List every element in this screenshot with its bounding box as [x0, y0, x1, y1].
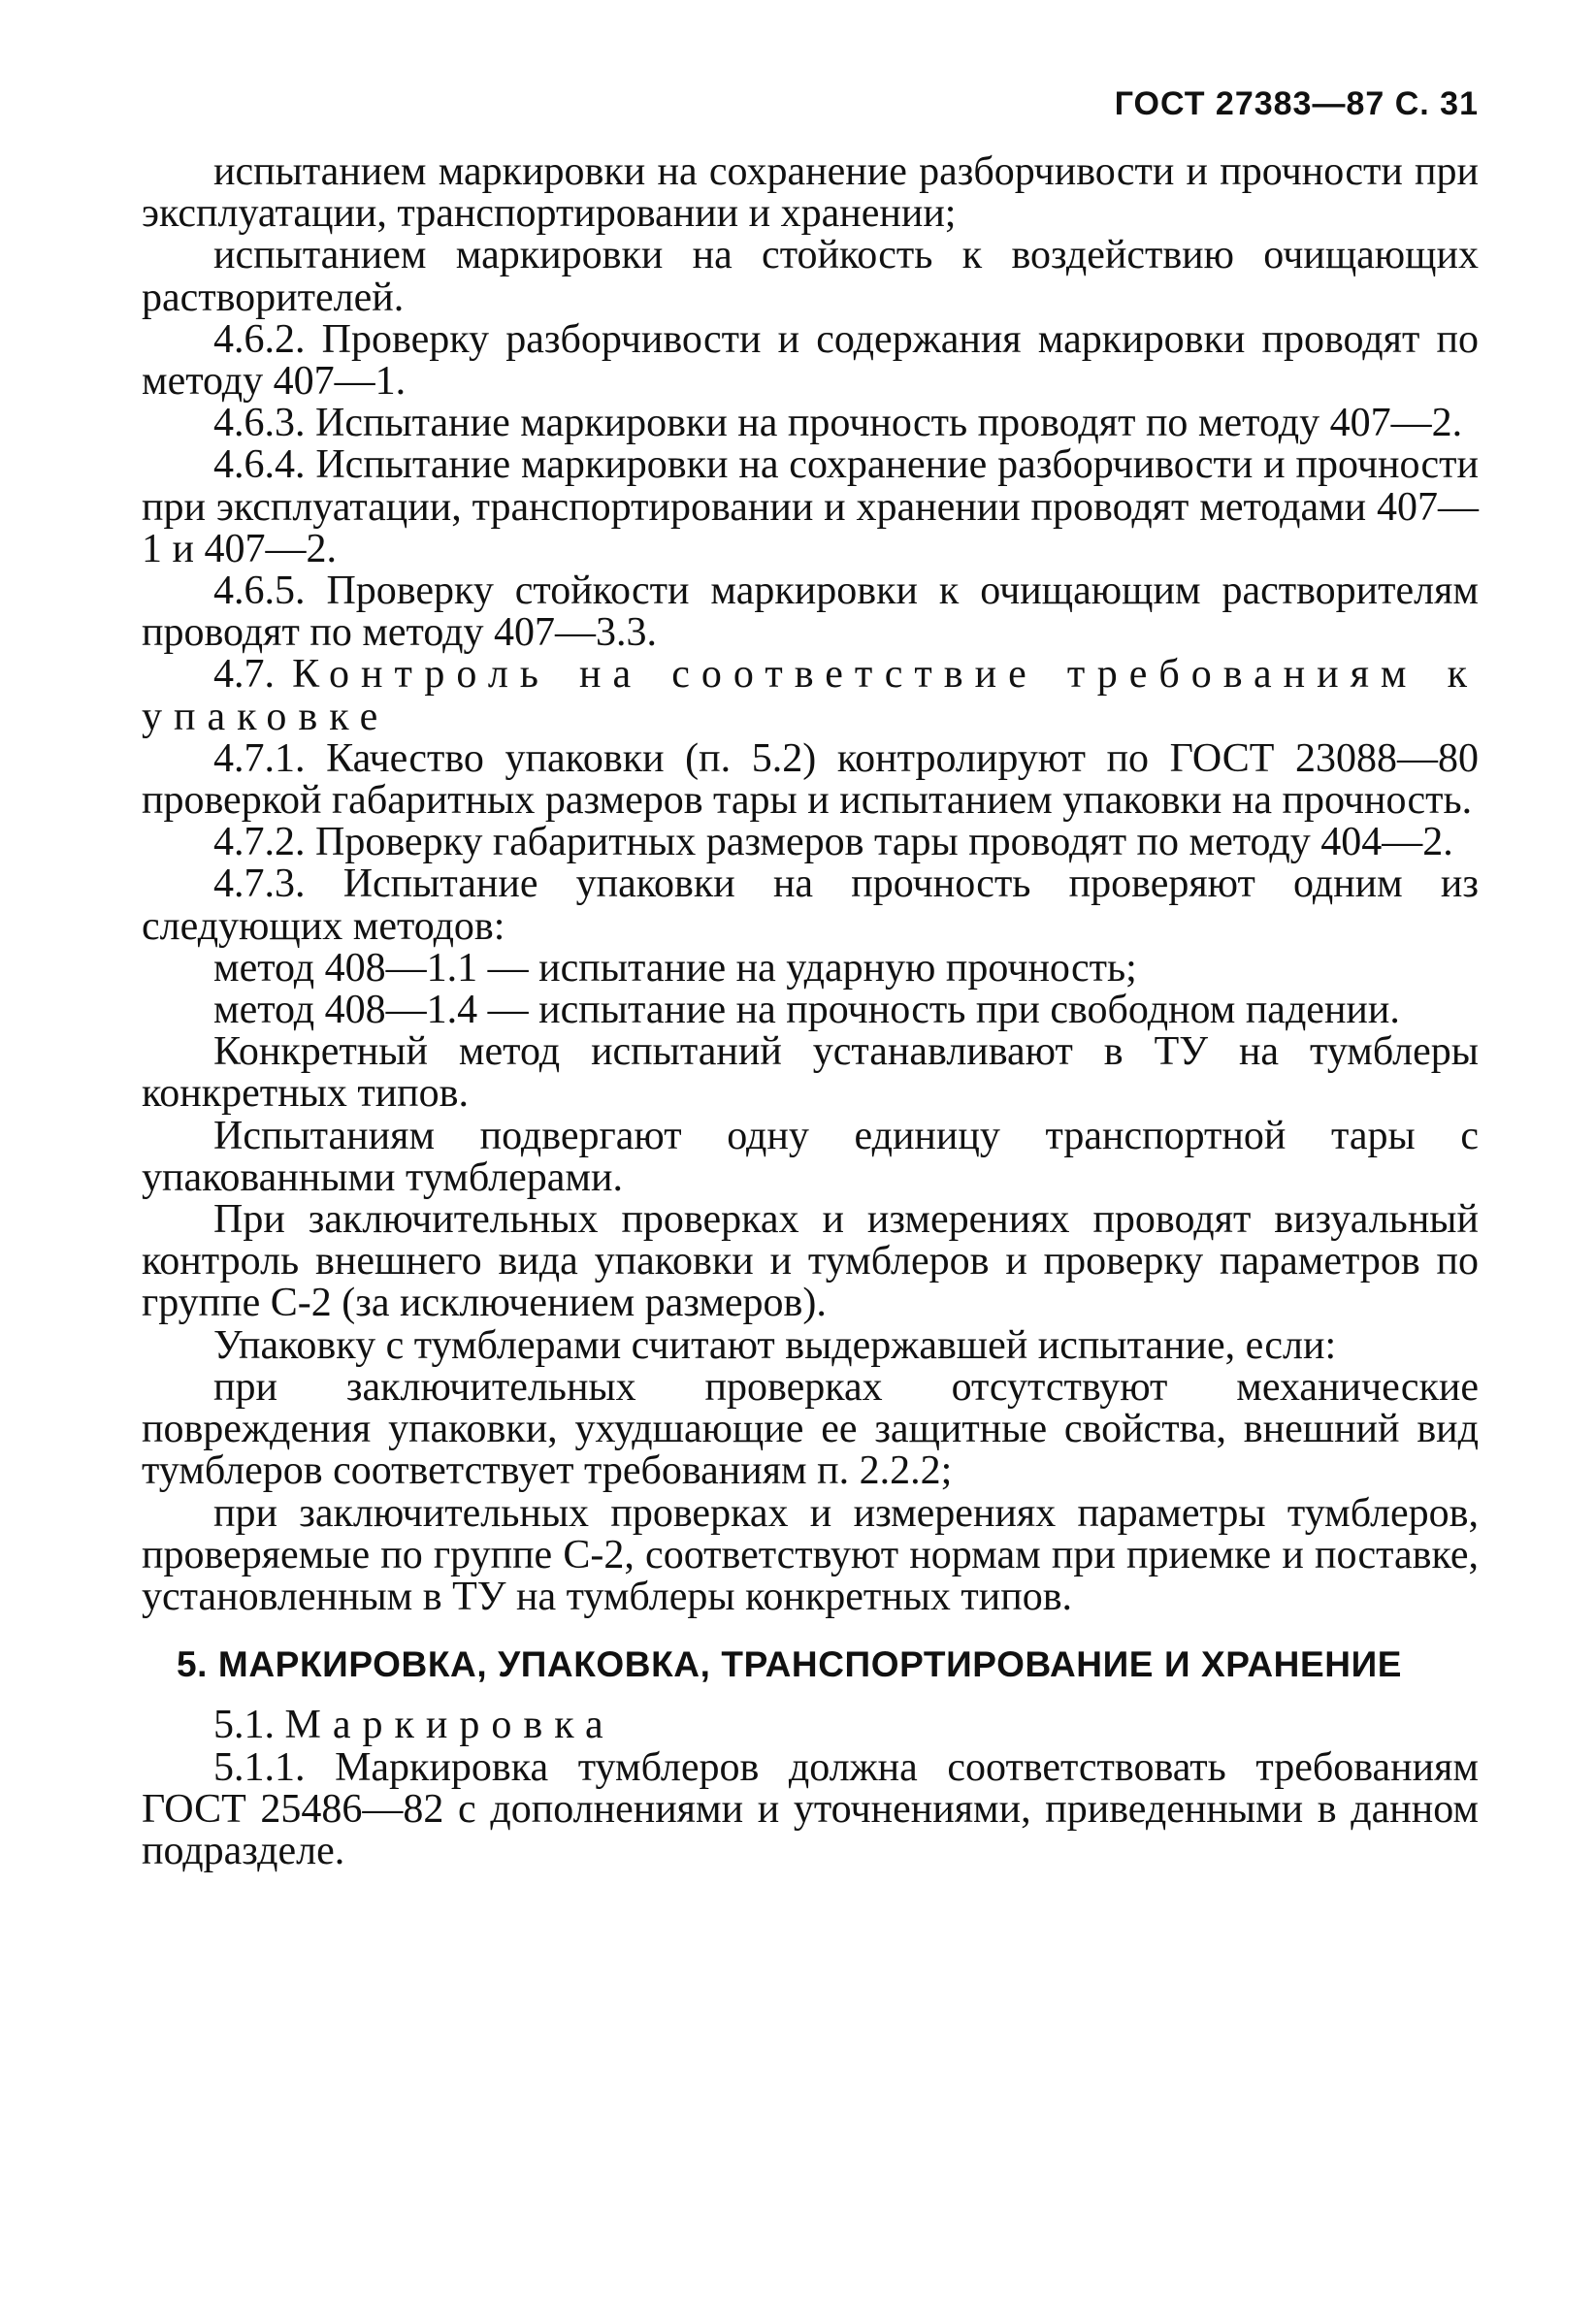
paragraph: Упаковку с тумблерами считают выдержавшей испытание, если:	[213, 1322, 1337, 1368]
subsection-number: 5.1.	[213, 1703, 275, 1748]
paragraph: метод 408—1.4 — испытание на прочность при свободном падении.	[213, 988, 1400, 1033]
paragraph: При заключительных проверках и измерениях проводят визуальный контроль внешнего вида упаковки и тумблеров и проверку параметров по группе С-2 (за исключением размеров).	[142, 1197, 1479, 1326]
paragraph: 4.6.2. Проверку разборчивости и содержания маркировки проводят по методу 407—1.	[142, 316, 1479, 405]
paragraph: испытанием маркировки на сохранение разборчивости и прочности при эксплуатации, транспортировании и хранении;	[142, 149, 1479, 237]
paragraph: 5.1.1. Маркировка тумблеров должна соответствовать требованиям ГОСТ 25486—82 с дополнениями и уточнениями, приведенными в данном подразделе.	[142, 1744, 1479, 1873]
document-body	[142, 151, 1479, 1872]
paragraph: при заключительных проверках и измерениях параметры тумблеров, проверяемые по группе С-2, соответствуют нормам при приемке и поставке, установленным в ТУ на тумблеры конкретных типов.	[142, 1490, 1479, 1619]
paragraph: метод 408—1.1 — испытание на ударную прочность;	[213, 945, 1137, 991]
page-header: ГОСТ 27383—87 С. 31	[1114, 85, 1479, 122]
subsection-heading-5-1	[142, 1705, 1479, 1746]
paragraph: 4.6.3. Испытание маркировки на прочность проводят по методу 407—2.	[213, 401, 1463, 446]
subsection-number: 4.7.	[213, 652, 275, 698]
paragraph: 4.7.3. Испытание упаковки на прочность проверяют одним из следующих методов:	[142, 861, 1479, 949]
subsection-heading-4-7	[142, 654, 1479, 737]
subsection-title: Контроль на соответствие требованиям к упаковке	[142, 652, 1479, 739]
subsection-title: Маркировка	[284, 1703, 615, 1748]
paragraph: 4.6.5. Проверку стойкости маркировки к очищающим растворителям проводят по методу 407—3.3.	[142, 569, 1479, 656]
paragraph: испытанием маркировки на стойкость к воздействию очищающих растворителей.	[142, 233, 1479, 320]
paragraph: 4.6.4. Испытание маркировки на сохранение разборчивости и прочности при эксплуатации, транспортировании и хранении проводят методами 407—1 и 407—2.	[142, 442, 1479, 571]
section-heading-5: 5. МАРКИРОВКА, УПАКОВКА, ТРАНСПОРТИРОВАНИЕ И ХРАНЕНИЕ	[177, 1644, 1403, 1685]
paragraph: 4.7.1. Качество упаковки (п. 5.2) контролируют по ГОСТ 23088—80 проверкой габаритных размеров тары и испытанием упаковки на прочность.	[142, 735, 1479, 824]
paragraph: Испытаниям подвергают одну единицу транспортной тары с упакованными тумблерами.	[142, 1113, 1479, 1200]
paragraph: при заключительных проверках отсутствуют механические повреждения упаковки, ухудшающие ее защитные свойства, внешний вид тумблеров соответствует требованиям п. 2.2.2;	[142, 1364, 1479, 1494]
paragraph: 4.7.2. Проверку габаритных размеров тары проводят по методу 404—2.	[213, 820, 1453, 865]
paragraph: Конкретный метод испытаний устанавливают в ТУ на тумблеры конкретных типов.	[142, 1029, 1479, 1117]
